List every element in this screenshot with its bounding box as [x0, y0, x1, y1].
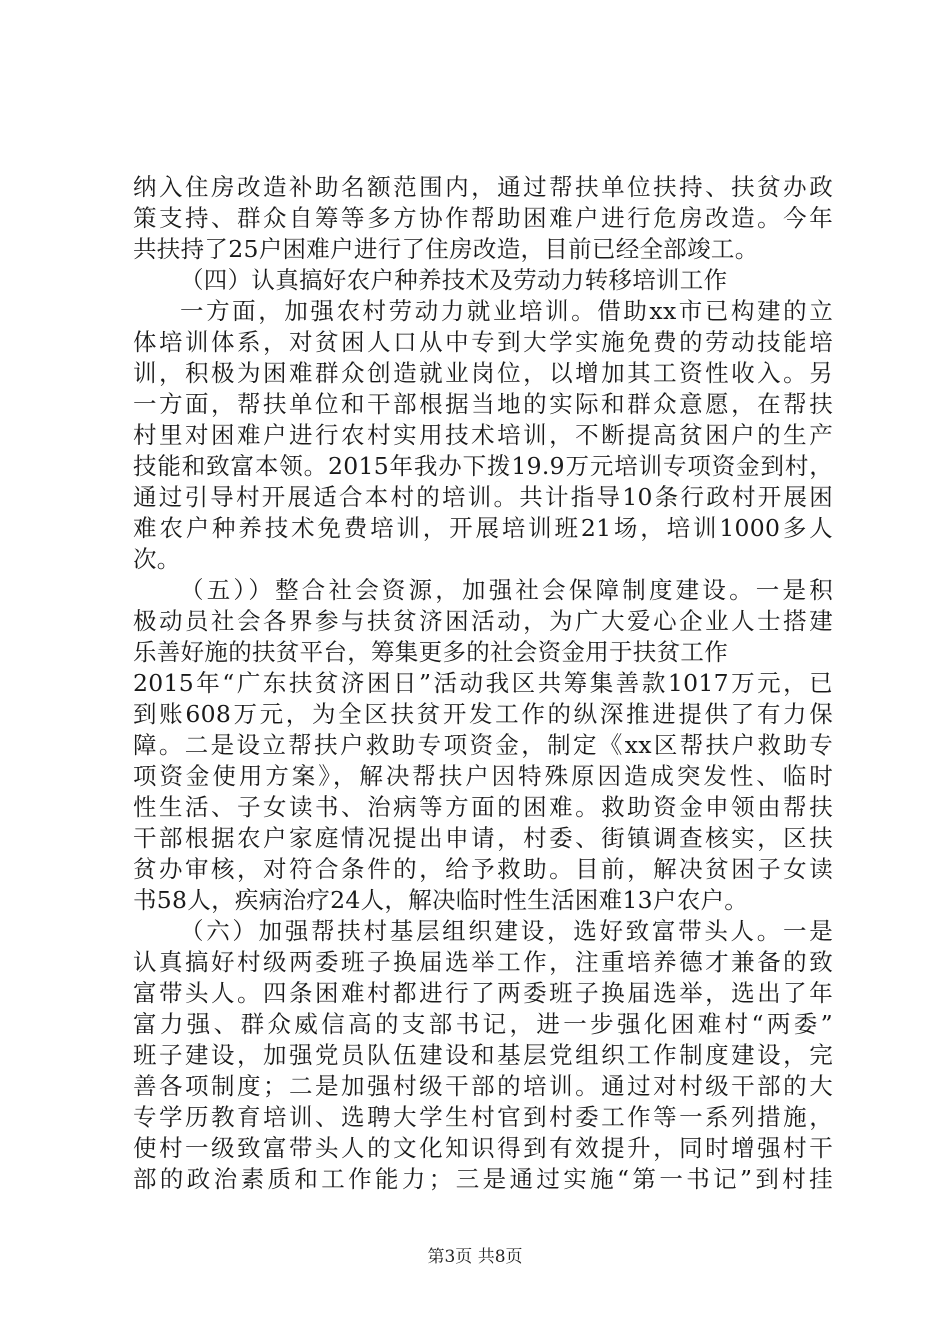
text-line: 乐善好施的扶贫平台，筹集更多的社会资金用于扶贫工作	[133, 638, 728, 666]
text-line: 训，积极为困难群众创造就业岗位，以增加其工资性收入。另	[133, 359, 833, 387]
text-line: 极动员社会各界参与扶贫济困活动，为广大爱心企业人士搭建	[133, 607, 833, 635]
text-line: 富力强、群众威信高的支部书记，进一步强化困难村“两委”	[133, 1010, 833, 1038]
text-line: 专学历教育培训、选聘大学生村官到村委工作等一系列措施，	[133, 1103, 833, 1131]
text-line: （四）认真搞好农户种养技术及劳动力转移培训工作	[180, 266, 728, 294]
text-line: （五））整合社会资源，加强社会保障制度建设。一是积	[180, 576, 833, 604]
text-line: 通过引导村开展适合本村的培训。共计指导10条行政村开展困	[133, 483, 833, 511]
text-line: 部的政治素质和工作能力；三是通过实施“第一书记”到村挂	[133, 1165, 833, 1193]
text-line: 2015年“广东扶贫济困日”活动我区共筹集善款1017万元，已	[133, 669, 833, 697]
text-line: 书58人，疾病治疗24人，解决临时性生活困难13户农户。	[133, 886, 749, 914]
document-body	[133, 172, 833, 1195]
text-line: 一方面，帮扶单位和干部根据当地的实际和群众意愿，在帮扶	[133, 390, 833, 418]
text-line: 到账608万元，为全区扶贫开发工作的纵深推进提供了有力保	[133, 700, 833, 728]
text-line: 性生活、子女读书、治病等方面的困难。救助资金申领由帮扶	[133, 793, 833, 821]
text-line: 干部根据农户家庭情况提出申请，村委、街镇调查核实，区扶	[133, 824, 833, 852]
text-line: 策支持、群众自筹等多方协作帮助困难户进行危房改造。今年	[133, 204, 833, 232]
text-line: 使村一级致富带头人的文化知识得到有效提升，同时增强村干	[133, 1134, 833, 1162]
text-line: （六）加强帮扶村基层组织建设，选好致富带头人。一是	[180, 917, 833, 945]
text-line: 纳入住房改造补助名额范围内，通过帮扶单位扶持、扶贫办政	[133, 173, 833, 201]
text-line: 村里对困难户进行农村实用技术培训，不断提高贫困户的生产	[133, 421, 833, 449]
text-line: 贫办审核，对符合条件的，给予救助。目前，解决贫困子女读	[133, 855, 833, 883]
text-line: 善各项制度；二是加强村级干部的培训。通过对村级干部的大	[133, 1072, 833, 1100]
text-line: 技能和致富本领。2015年我办下拨19.9万元培训专项资金到村，	[133, 452, 833, 480]
text-line: 班子建设，加强党员队伍建设和基层党组织工作制度建设，完	[133, 1041, 833, 1069]
text-line: 次。	[133, 545, 181, 573]
page-footer: 第3页 共8页	[427, 1247, 523, 1267]
text-line: 共扶持了25户困难户进行了住房改造，目前已经全部竣工。	[133, 235, 759, 263]
text-line: 一方面，加强农村劳动力就业培训。借助xx市已构建的立	[180, 297, 833, 325]
text-line: 难农户种养技术免费培训，开展培训班21场，培训1000多人	[133, 514, 833, 542]
text-line: 认真搞好村级两委班子换届选举工作，注重培养德才兼备的致	[133, 948, 833, 976]
text-line: 障。二是设立帮扶户救助专项资金，制定《xx区帮扶户救助专	[133, 731, 833, 759]
text-line: 富带头人。四条困难村都进行了两委班子换届选举，选出了年	[133, 979, 833, 1007]
text-line: 体培训体系，对贫困人口从中专到大学实施免费的劳动技能培	[133, 328, 833, 356]
text-line: 项资金使用方案》，解决帮扶户因特殊原因造成突发性、临时	[133, 762, 833, 790]
